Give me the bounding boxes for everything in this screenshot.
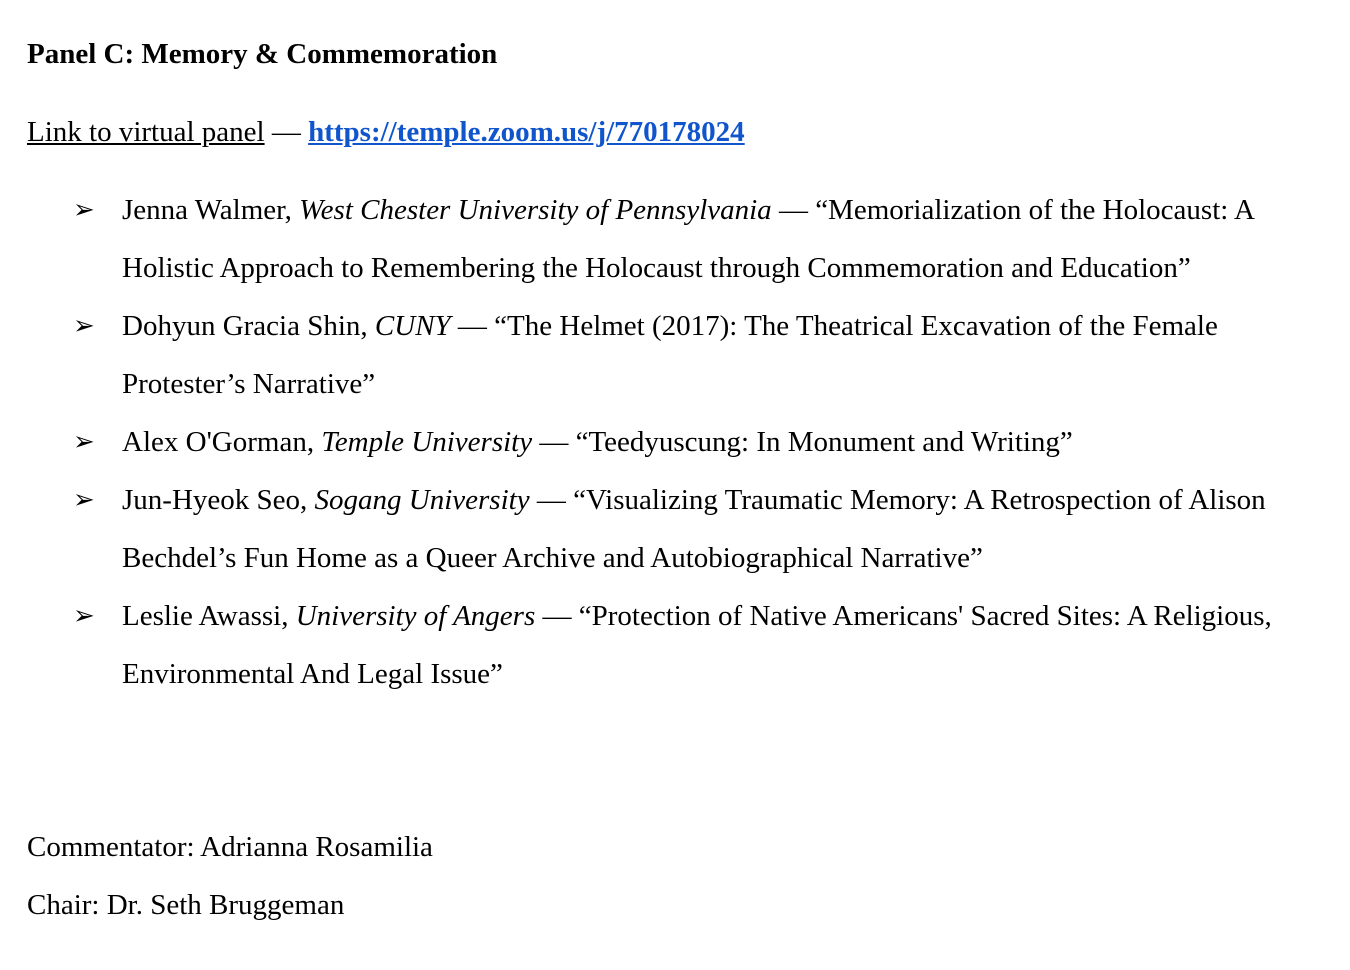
link-separator: — (264, 116, 309, 148)
zoom-link[interactable]: https://temple.zoom.us/j/770178024 (308, 116, 745, 148)
presentation-title: — “Visualizing Traumatic Memory: A Retrospection of Alison Bechdel’s Fun Home as a Queer Archive and Autobiographical Narrative” (122, 484, 1266, 574)
commentator-line: Commentator: Adrianna Rosamilia (27, 831, 433, 863)
panel-title: Panel C: Memory & Commemoration (27, 38, 498, 70)
list-item (27, 297, 1282, 413)
presenter-affiliation: West Chester University of Pennsylvania (299, 194, 772, 226)
arrow-bullet-icon: ➢ (73, 485, 95, 515)
virtual-panel-line (27, 114, 745, 150)
presentation-title: — “Protection of Native Americans' Sacred Sites: A Religious, Environmental And Legal Issue” (122, 600, 1272, 690)
presenter-name: Jun-Hyeok Seo, (122, 484, 315, 516)
chair-line: Chair: Dr. Seth Bruggeman (27, 889, 345, 921)
presenter-affiliation: University of Angers (295, 600, 536, 632)
presenter-name: Alex O'Gorman, (122, 426, 322, 458)
list-item (27, 471, 1282, 587)
presenter-name: Leslie Awassi, (122, 600, 296, 632)
arrow-bullet-icon: ➢ (73, 601, 95, 631)
list-item (27, 181, 1282, 297)
presenter-affiliation: Temple University (321, 426, 533, 458)
presenter-name: Dohyun Gracia Shin, (122, 310, 375, 342)
presentation-title: — “Teedyuscung: In Monument and Writing” (532, 426, 1073, 458)
presenter-affiliation: CUNY (374, 310, 451, 342)
presentation-title: — “Memorialization of the Holocaust: A Holistic Approach to Remembering the Holocaust through Commemoration and Education” (122, 194, 1254, 284)
presentation-title: — “The Helmet (2017): The Theatrical Excavation of the Female Protester’s Narrative” (122, 310, 1218, 400)
arrow-bullet-icon: ➢ (73, 427, 95, 457)
presenter-name: Jenna Walmer, (122, 194, 300, 226)
presenter-affiliation: Sogang University (314, 484, 530, 516)
virtual-panel-label: Link to virtual panel (27, 116, 265, 148)
arrow-bullet-icon: ➢ (73, 195, 95, 225)
list-item (27, 587, 1282, 703)
arrow-bullet-icon: ➢ (73, 311, 95, 341)
presenter-list (27, 181, 1327, 703)
list-item (27, 413, 1282, 471)
